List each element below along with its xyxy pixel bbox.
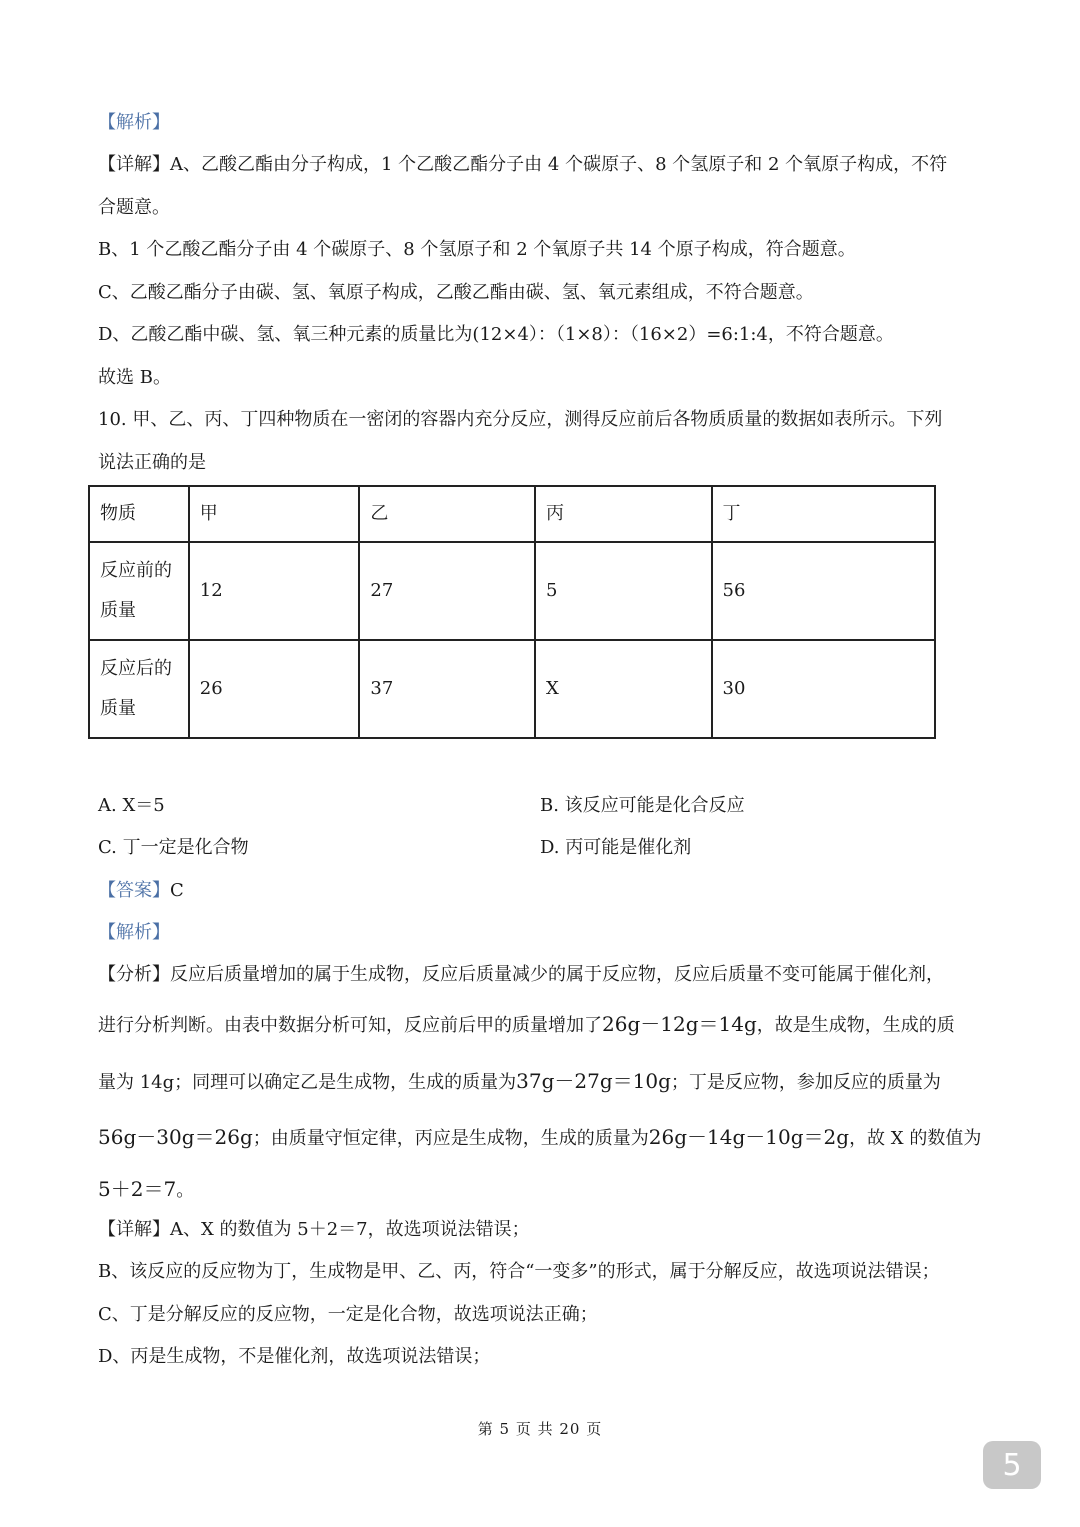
table-row bbox=[89, 640, 935, 738]
analysis-line4 bbox=[98, 1124, 990, 1152]
analysis-line2 bbox=[98, 1011, 990, 1039]
detail-d: D、乙酸乙酯中碳、氢、氧三种元素的质量比为(12×4）：（1×8）：（16×2）=6:1:4，不符合题意。 bbox=[98, 324, 894, 345]
answer-line bbox=[98, 878, 990, 904]
table-header-cell: 丙 bbox=[535, 486, 712, 542]
table-header-cell: 乙 bbox=[359, 486, 535, 542]
option-a: A. X＝5 bbox=[98, 795, 165, 816]
table-cell: 37 bbox=[359, 640, 535, 738]
answer-tag: 【答案】 bbox=[98, 880, 170, 901]
page-number-badge[interactable]: 5 bbox=[983, 1441, 1041, 1489]
detail-b: B、1 个乙酸乙酯分子由 4 个碳原子、8 个氢原子和 2 个氧原子共 14 个原子构成，符合题意。 bbox=[98, 239, 856, 260]
analysis-text: 。 bbox=[176, 1180, 195, 1201]
analysis-text: 量为 14g；同理可以确定乙是生成物，生成的质量为 bbox=[98, 1072, 517, 1093]
analysis-line1: 【分析】反应后质量增加的属于生成物，反应后质量减少的属于反应物，反应后质量不变可能属于催化剂， bbox=[98, 964, 944, 985]
analysis-tag-2: 【解析】 bbox=[98, 922, 170, 943]
row-label bbox=[89, 542, 189, 640]
mass-table bbox=[88, 485, 936, 739]
formula: 37g－27g＝10g bbox=[516, 1069, 671, 1093]
row-label bbox=[89, 640, 189, 738]
analysis-line5 bbox=[98, 1176, 990, 1204]
table-cell: 27 bbox=[359, 542, 535, 640]
analysis-line3 bbox=[98, 1068, 990, 1096]
table-cell: 12 bbox=[189, 542, 360, 640]
question-line1: 10. 甲、乙、丙、丁四种物质在一密闭的容器内充分反应，测得反应前后各物质质量的数据如表所示。下列 bbox=[98, 409, 943, 430]
option-b: B. 该反应可能是化合反应 bbox=[540, 795, 745, 816]
detail2-d: D、丙是生成物，不是催化剂，故选项说法错误； bbox=[98, 1346, 491, 1367]
row-label-line1: 反应后的 bbox=[100, 658, 172, 679]
option-c: C. 丁一定是化合物 bbox=[98, 837, 249, 858]
option-d: D. 丙可能是催化剂 bbox=[540, 837, 692, 858]
table-header-cell: 物质 bbox=[89, 486, 189, 542]
row-label-line2: 质量 bbox=[100, 600, 136, 621]
analysis-text: 进行分析判断。由表中数据分析可知，反应前后甲的质量增加了 bbox=[98, 1015, 602, 1036]
row-label-line1: 反应前的 bbox=[100, 560, 172, 581]
formula: 26g－14g－10g＝2g bbox=[648, 1125, 850, 1149]
analysis-tag-1: 【解析】 bbox=[98, 112, 170, 133]
conclusion-1: 故选 B。 bbox=[98, 367, 171, 388]
table-cell: 56 bbox=[712, 542, 935, 640]
detail2-b: B、该反应的反应物为丁，生成物是甲、乙、丙，符合“一变多”的形式，属于分解反应，故选项说法错误； bbox=[98, 1261, 940, 1282]
question-line2: 说法正确的是 bbox=[98, 452, 206, 473]
formula: 5＋2＝7 bbox=[98, 1177, 177, 1201]
table-cell: 5 bbox=[535, 542, 712, 640]
analysis-text: ；由质量守恒定律，丙应是生成物，生成的质量为 bbox=[252, 1128, 649, 1149]
detail2-c: C、丁是分解反应的反应物，一定是化合物，故选项说法正确； bbox=[98, 1304, 598, 1325]
analysis-text: ，故是生成物，生成的质 bbox=[756, 1015, 955, 1036]
page-footer: 第 5 页 共 20 页 bbox=[477, 1420, 603, 1438]
table-header-row bbox=[89, 486, 935, 542]
analysis-text: ；丁是反应物，参加反应的质量为 bbox=[670, 1072, 941, 1093]
detail-a-line2: 合题意。 bbox=[98, 197, 170, 218]
analysis-text: ，故 X 的数值为 bbox=[849, 1128, 982, 1149]
detail-a-line1: 【详解】A、乙酸乙酯由分子构成，1 个乙酸乙酯分子由 4 个碳原子、8 个氢原子和 2 个氧原子构成，不符 bbox=[98, 154, 948, 175]
formula: 56g－30g＝26g bbox=[98, 1125, 253, 1149]
answer-value: C bbox=[170, 880, 184, 901]
detail2-a: 【详解】A、X 的数值为 5＋2＝7，故选项说法错误； bbox=[98, 1219, 530, 1240]
table-header-cell: 丁 bbox=[712, 486, 935, 542]
table-cell: 26 bbox=[189, 640, 360, 738]
table-cell: X bbox=[535, 640, 712, 738]
row-label-line2: 质量 bbox=[100, 698, 136, 719]
detail-c: C、乙酸乙酯分子由碳、氢、氧原子构成，乙酸乙酯由碳、氢、氧元素组成，不符合题意。 bbox=[98, 282, 814, 303]
formula: 26g－12g＝14g bbox=[602, 1012, 757, 1036]
table-row bbox=[89, 542, 935, 640]
table-cell: 30 bbox=[712, 640, 935, 738]
table-header-cell: 甲 bbox=[189, 486, 360, 542]
